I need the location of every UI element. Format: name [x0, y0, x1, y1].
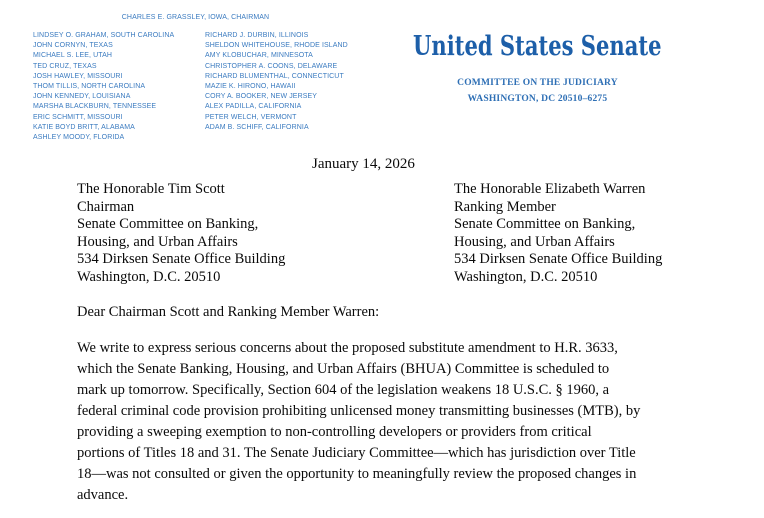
chairman-line: CHARLES E. GRASSLEY, IOWA, CHAIRMAN: [121, 14, 270, 21]
committee-address: WASHINGTON, DC 20510–6275: [467, 94, 608, 104]
senator-name: ASHLEY MOODY, FLORIDA: [33, 134, 125, 142]
senator-name: AMY KLOBUCHAR, MINNESOTA: [205, 52, 313, 60]
senate-wordmark: United States Senate: [413, 31, 662, 62]
recipient-line: 534 Dirksen Senate Office Building: [77, 251, 286, 267]
senator-name: ADAM B. SCHIFF, CALIFORNIA: [205, 123, 309, 131]
senator-name: MARSHA BLACKBURN, TENNESSEE: [33, 103, 157, 111]
senator-name: TED CRUZ, TEXAS: [33, 62, 97, 70]
senator-name: RICHARD J. DURBIN, ILLINOIS: [205, 32, 309, 39]
senator-name: MICHAEL S. LEE, UTAH: [33, 52, 113, 60]
body-line: mark up tomorrow. Specifically, Section 604 of the legislation weakens 18 U.S.C. § 1960, a: [77, 382, 610, 398]
recipient-line: 534 Dirksen Senate Office Building: [454, 251, 663, 267]
senator-name: JOHN CORNYN, TEXAS: [33, 42, 113, 50]
recipient-line: Housing, and Urban Affairs: [454, 233, 615, 250]
senator-name: MAZIE K. HIRONO, HAWAII: [205, 83, 296, 91]
senator-name: PETER WELCH, VERMONT: [205, 113, 297, 121]
body-line: which the Senate Banking, Housing, and Urban Affairs (BHUA) Committee is scheduled to: [77, 361, 610, 377]
senator-name: SHELDON WHITEHOUSE, RHODE ISLAND: [205, 42, 348, 50]
recipient-block-scott: [77, 181, 285, 286]
recipient-line: The Honorable Tim Scott: [77, 181, 225, 197]
senator-name: THOM TILLIS, NORTH CAROLINA: [33, 83, 146, 91]
senator-name: KATIE BOYD BRITT, ALABAMA: [33, 123, 135, 131]
senators-left-column: [33, 31, 203, 143]
committee-name: COMMITTEE ON THE JUDICIARY: [457, 78, 618, 88]
body-line: advance.: [77, 487, 129, 503]
senator-name: CHRISTOPHER A. COONS, DELAWARE: [205, 62, 338, 70]
senator-name: JOSH HAWLEY, MISSOURI: [33, 72, 123, 80]
recipient-line: The Honorable Elizabeth Warren: [454, 181, 646, 197]
body-line: portions of Titles 18 and 31. The Senate Judiciary Committee—which has jurisdiction over Title: [77, 445, 636, 461]
senator-name: RICHARD BLUMENTHAL, CONNECTICUT: [205, 72, 344, 80]
recipient-line: Washington, D.C. 20510: [77, 268, 221, 285]
senator-name: ERIC SCHMITT, MISSOURI: [33, 113, 123, 121]
recipient-line: Ranking Member: [454, 198, 556, 215]
recipient-line: Washington, D.C. 20510: [454, 268, 598, 285]
senators-right-column: [205, 31, 390, 133]
body-line: 18—was not consulted or given the opportunity to meaningfully review the proposed changes in: [77, 466, 637, 482]
recipient-line: Senate Committee on Banking,: [454, 216, 636, 232]
letter-date: January 14, 2026: [312, 156, 415, 172]
body-paragraph: [77, 338, 727, 506]
senate-wordmark-wrap: [413, 31, 662, 62]
senator-name: CORY A. BOOKER, NEW JERSEY: [205, 93, 318, 101]
recipient-line: Chairman: [77, 198, 135, 215]
body-line: We write to express serious concerns about the proposed substitute amendment to H.R. 3633,: [77, 340, 618, 356]
salutation: Dear Chairman Scott and Ranking Member Warren:: [77, 304, 380, 320]
senator-name: LINDSEY O. GRAHAM, SOUTH CAROLINA: [33, 32, 175, 39]
body-line: federal criminal code provision prohibiting unlicensed money transmitting businesses (MTB), by: [77, 403, 641, 419]
recipient-line: Housing, and Urban Affairs: [77, 233, 238, 250]
senator-name: ALEX PADILLA, CALIFORNIA: [205, 103, 302, 111]
body-line: providing a sweeping exemption to non-controlling developers or providers from critical: [77, 424, 592, 440]
recipient-block-warren: [454, 181, 662, 286]
senator-name: JOHN KENNEDY, LOUISIANA: [33, 93, 131, 101]
recipient-line: Senate Committee on Banking,: [77, 216, 259, 232]
